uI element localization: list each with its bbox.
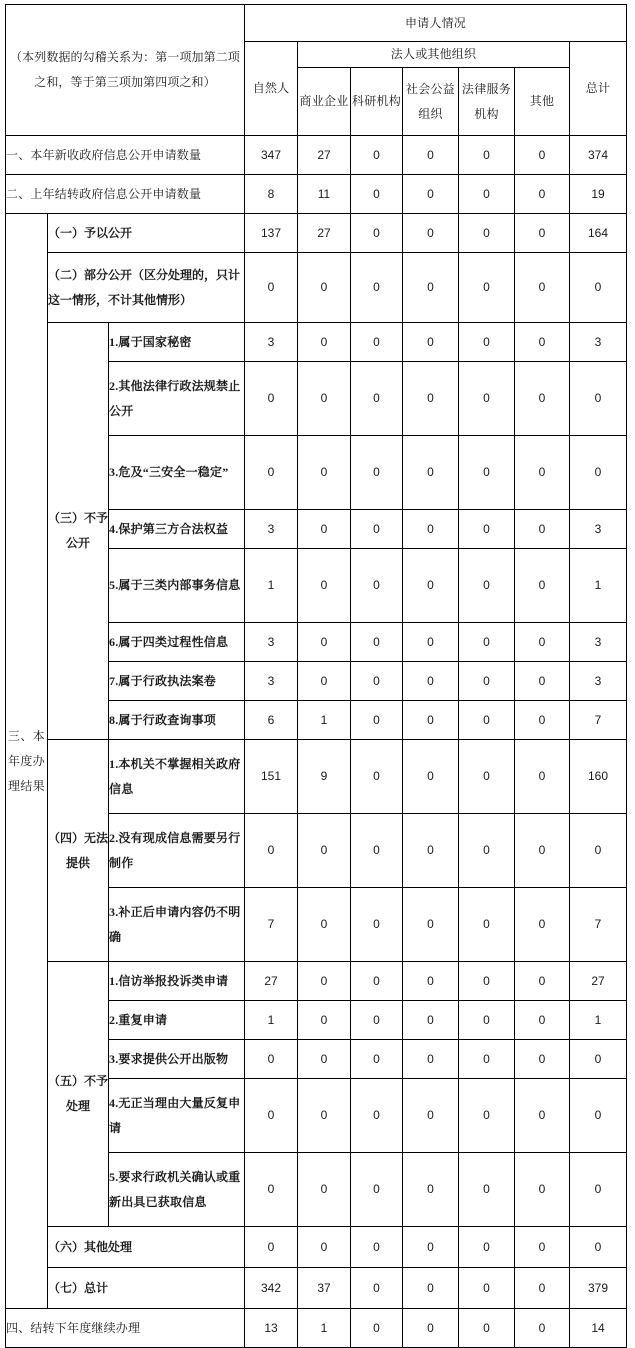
cell-value: 0	[351, 549, 403, 623]
row-label-enforcement-file: 7.属于行政执法案卷	[109, 662, 245, 701]
cell-value: 0	[515, 1001, 570, 1040]
cell-value: 0	[245, 1153, 298, 1227]
group-label-unable-to-provide: （四）无法提供	[48, 740, 109, 962]
cell-value: 164	[570, 214, 627, 253]
cell-value: 0	[245, 362, 298, 436]
cell-value: 0	[570, 1227, 627, 1268]
row-label-duplicate-request: 2.重复申请	[109, 1001, 245, 1040]
cell-value: 0	[351, 1227, 403, 1268]
cell-value: 27	[298, 136, 351, 175]
cell-value: 3	[245, 323, 298, 362]
cell-value: 137	[245, 214, 298, 253]
cell-value: 0	[298, 814, 351, 888]
cell-value: 0	[351, 1001, 403, 1040]
row-label-carried-over: 二、上年结转政府信息公开申请数量	[6, 175, 245, 214]
row-label-process-info: 6.属于四类过程性信息	[109, 623, 245, 662]
cell-value: 0	[515, 740, 570, 814]
cell-value: 7	[245, 888, 298, 962]
cell-value: 1	[570, 549, 627, 623]
cell-value: 11	[298, 175, 351, 214]
table-row	[6, 1227, 627, 1268]
cell-value: 0	[351, 362, 403, 436]
row-label-law-prohibited: 2.其他法律行政法规禁止公开	[109, 362, 245, 436]
cell-value: 19	[570, 175, 627, 214]
column-legal-service-org: 法律服务机构	[459, 68, 515, 136]
cell-value: 0	[515, 214, 570, 253]
cell-value: 0	[351, 175, 403, 214]
cell-value: 0	[351, 1268, 403, 1309]
cell-value: 0	[403, 214, 459, 253]
cell-value: 0	[515, 814, 570, 888]
cell-value: 0	[403, 323, 459, 362]
cell-value: 342	[245, 1268, 298, 1309]
cell-value: 374	[570, 136, 627, 175]
cell-value: 1	[298, 1309, 351, 1348]
cell-value: 0	[298, 1227, 351, 1268]
cell-value: 0	[351, 1079, 403, 1153]
cell-value: 0	[570, 362, 627, 436]
cell-value: 27	[245, 962, 298, 1001]
table-row	[6, 962, 627, 1001]
cell-value: 0	[351, 323, 403, 362]
cell-value: 8	[245, 175, 298, 214]
cell-value: 0	[403, 1001, 459, 1040]
cell-value: 1	[245, 549, 298, 623]
group-label-not-processed: （五）不予处理	[48, 962, 109, 1227]
government-info-disclosure-table	[5, 4, 627, 1348]
cell-value: 0	[459, 214, 515, 253]
cell-value: 0	[403, 662, 459, 701]
cell-value: 0	[245, 1227, 298, 1268]
row-label-internal-affairs: 5.属于三类内部事务信息	[109, 549, 245, 623]
cell-value: 0	[459, 362, 515, 436]
cell-value: 3	[570, 623, 627, 662]
cell-value: 0	[351, 1309, 403, 1348]
cell-value: 0	[351, 623, 403, 662]
cell-value: 0	[403, 888, 459, 962]
cell-value: 0	[403, 1153, 459, 1227]
cell-value: 0	[403, 1268, 459, 1309]
cell-value: 0	[351, 253, 403, 323]
cell-value: 0	[515, 701, 570, 740]
cell-value: 0	[459, 510, 515, 549]
cell-value: 0	[298, 549, 351, 623]
cell-value: 0	[459, 740, 515, 814]
row-label-needs-creation: 2.没有现成信息需要另行制作	[109, 814, 245, 888]
cell-value: 0	[403, 549, 459, 623]
cell-value: 0	[298, 436, 351, 510]
cell-value: 7	[570, 701, 627, 740]
cell-value: 0	[351, 136, 403, 175]
column-other: 其他	[515, 68, 570, 136]
cell-value: 379	[570, 1268, 627, 1309]
cell-value: 0	[403, 253, 459, 323]
table-row	[6, 136, 627, 175]
cell-value: 0	[570, 1079, 627, 1153]
table-row	[6, 1309, 627, 1348]
cell-value: 0	[515, 1309, 570, 1348]
cell-value: 0	[403, 175, 459, 214]
cell-value: 0	[245, 1079, 298, 1153]
column-public-welfare-org: 社会公益组织	[403, 68, 459, 136]
table-row	[6, 323, 627, 362]
row-label-repeated-unreasonable: 4.无正当理由大量反复申请	[109, 1079, 245, 1153]
cell-value: 0	[459, 814, 515, 888]
cell-value: 0	[403, 1227, 459, 1268]
cell-value: 0	[403, 136, 459, 175]
cell-value: 0	[459, 623, 515, 662]
cell-value: 0	[245, 814, 298, 888]
cell-value: 0	[245, 1040, 298, 1079]
cell-value: 1	[570, 1001, 627, 1040]
cell-value: 9	[298, 740, 351, 814]
cell-value: 0	[403, 701, 459, 740]
column-research-institution: 科研机构	[351, 68, 403, 136]
table-row	[6, 214, 627, 253]
cell-value: 0	[459, 1153, 515, 1227]
cell-value: 0	[459, 136, 515, 175]
cell-value: 27	[298, 214, 351, 253]
cell-value: 0	[298, 888, 351, 962]
row-label-other-handling: （六）其他处理	[48, 1227, 245, 1268]
cell-value: 0	[515, 1153, 570, 1227]
cell-value: 3	[570, 510, 627, 549]
header-row-1	[6, 5, 627, 42]
cell-value: 0	[515, 175, 570, 214]
cell-value: 0	[459, 1309, 515, 1348]
cell-value: 0	[245, 253, 298, 323]
cell-value: 0	[403, 1309, 459, 1348]
cell-value: 0	[515, 323, 570, 362]
table-row	[6, 175, 627, 214]
row-label-fully-disclosed: （一）予以公开	[48, 214, 245, 253]
cell-value: 0	[459, 701, 515, 740]
cell-value: 0	[298, 323, 351, 362]
cell-value: 1	[298, 701, 351, 740]
cell-value: 0	[245, 436, 298, 510]
cell-value: 0	[298, 362, 351, 436]
cell-value: 0	[351, 1040, 403, 1079]
cell-value: 151	[245, 740, 298, 814]
row-label-carry-forward: 四、结转下年度继续办理	[6, 1309, 245, 1348]
applicant-group-header: 申请人情况	[245, 5, 627, 42]
cell-value: 3	[245, 662, 298, 701]
cell-value: 0	[515, 888, 570, 962]
column-natural-person: 自然人	[245, 42, 298, 136]
cell-value: 0	[515, 253, 570, 323]
cell-value: 0	[298, 1079, 351, 1153]
cell-value: 347	[245, 136, 298, 175]
row-label-not-held: 1.本机关不掌握相关政府信息	[109, 740, 245, 814]
column-legal-entity-group: 法人或其他组织	[298, 42, 570, 68]
cell-value: 0	[298, 1040, 351, 1079]
cell-value: 0	[459, 1001, 515, 1040]
table-row	[6, 1268, 627, 1309]
cell-value: 0	[459, 888, 515, 962]
cell-value: 0	[459, 662, 515, 701]
cell-value: 0	[459, 1079, 515, 1153]
cell-value: 37	[298, 1268, 351, 1309]
cell-value: 0	[351, 662, 403, 701]
cell-value: 3	[570, 662, 627, 701]
cell-value: 13	[245, 1309, 298, 1348]
row-label-endanger-security: 3.危及“三安全一稳定”	[109, 436, 245, 510]
cell-value: 0	[351, 1153, 403, 1227]
cell-value: 0	[515, 623, 570, 662]
cell-value: 0	[403, 814, 459, 888]
row-label-admin-query: 8.属于行政查询事项	[109, 701, 245, 740]
table-row	[6, 253, 627, 323]
cell-value: 0	[515, 1227, 570, 1268]
cell-value: 0	[570, 1153, 627, 1227]
cell-value: 0	[459, 549, 515, 623]
cell-value: 0	[515, 549, 570, 623]
cell-value: 0	[515, 362, 570, 436]
cell-value: 0	[515, 436, 570, 510]
cell-value: 0	[570, 814, 627, 888]
cell-value: 0	[403, 1040, 459, 1079]
cell-value: 0	[403, 1079, 459, 1153]
cell-value: 0	[459, 436, 515, 510]
cell-value: 0	[459, 1268, 515, 1309]
cell-value: 0	[298, 962, 351, 1001]
cell-value: 3	[570, 323, 627, 362]
cell-value: 0	[459, 962, 515, 1001]
cell-value: 0	[515, 662, 570, 701]
cell-value: 1	[245, 1001, 298, 1040]
cell-value: 0	[570, 1040, 627, 1079]
cell-value: 0	[403, 362, 459, 436]
cell-value: 0	[298, 623, 351, 662]
column-relation-note: （本列数据的勾稽关系为：第一项加第二项之和，等于第三项加第四项之和）	[6, 5, 245, 136]
row-label-reconfirm-issued: 5.要求行政机关确认或重新出具已获取信息	[109, 1153, 245, 1227]
column-commercial-enterprise: 商业企业	[298, 68, 351, 136]
cell-value: 0	[298, 1153, 351, 1227]
cell-value: 0	[515, 136, 570, 175]
cell-value: 0	[459, 253, 515, 323]
section-label-annual-results: 三、本年度办理结果	[6, 214, 48, 1309]
cell-value: 0	[403, 740, 459, 814]
row-label-third-party-rights: 4.保护第三方合法权益	[109, 510, 245, 549]
cell-value: 0	[298, 1001, 351, 1040]
cell-value: 0	[298, 662, 351, 701]
cell-value: 0	[515, 962, 570, 1001]
group-label-not-disclosed: （三）不予公开	[48, 323, 109, 740]
statistics-sheet	[0, 4, 635, 1335]
cell-value: 0	[459, 1227, 515, 1268]
row-label-subtotal: （七）总计	[48, 1268, 245, 1309]
row-label-petition-complaint: 1.信访举报投诉类申请	[109, 962, 245, 1001]
table-row	[6, 740, 627, 814]
cell-value: 0	[351, 962, 403, 1001]
cell-value: 0	[351, 510, 403, 549]
cell-value: 0	[515, 1079, 570, 1153]
column-total: 总计	[570, 42, 627, 136]
cell-value: 0	[351, 814, 403, 888]
row-label-partially-disclosed: （二）部分公开（区分处理的，只计这一情形，不计其他情形）	[48, 253, 245, 323]
cell-value: 14	[570, 1309, 627, 1348]
cell-value: 0	[459, 323, 515, 362]
cell-value: 3	[245, 623, 298, 662]
cell-value: 0	[403, 623, 459, 662]
row-label-state-secret: 1.属于国家秘密	[109, 323, 245, 362]
cell-value: 7	[570, 888, 627, 962]
cell-value: 0	[298, 510, 351, 549]
cell-value: 0	[515, 510, 570, 549]
cell-value: 3	[245, 510, 298, 549]
cell-value: 0	[351, 701, 403, 740]
cell-value: 0	[459, 1040, 515, 1079]
cell-value: 0	[351, 214, 403, 253]
cell-value: 0	[403, 436, 459, 510]
cell-value: 0	[351, 888, 403, 962]
cell-value: 0	[515, 1268, 570, 1309]
cell-value: 27	[570, 962, 627, 1001]
cell-value: 0	[403, 510, 459, 549]
row-label-published-material: 3.要求提供公开出版物	[109, 1040, 245, 1079]
cell-value: 0	[515, 1040, 570, 1079]
cell-value: 160	[570, 740, 627, 814]
cell-value: 0	[459, 175, 515, 214]
cell-value: 0	[570, 253, 627, 323]
cell-value: 6	[245, 701, 298, 740]
cell-value: 0	[351, 740, 403, 814]
cell-value: 0	[403, 962, 459, 1001]
cell-value: 0	[570, 436, 627, 510]
cell-value: 0	[298, 253, 351, 323]
cell-value: 0	[351, 436, 403, 510]
row-label-new-applications: 一、本年新收政府信息公开申请数量	[6, 136, 245, 175]
row-label-still-unclear: 3.补正后申请内容仍不明确	[109, 888, 245, 962]
